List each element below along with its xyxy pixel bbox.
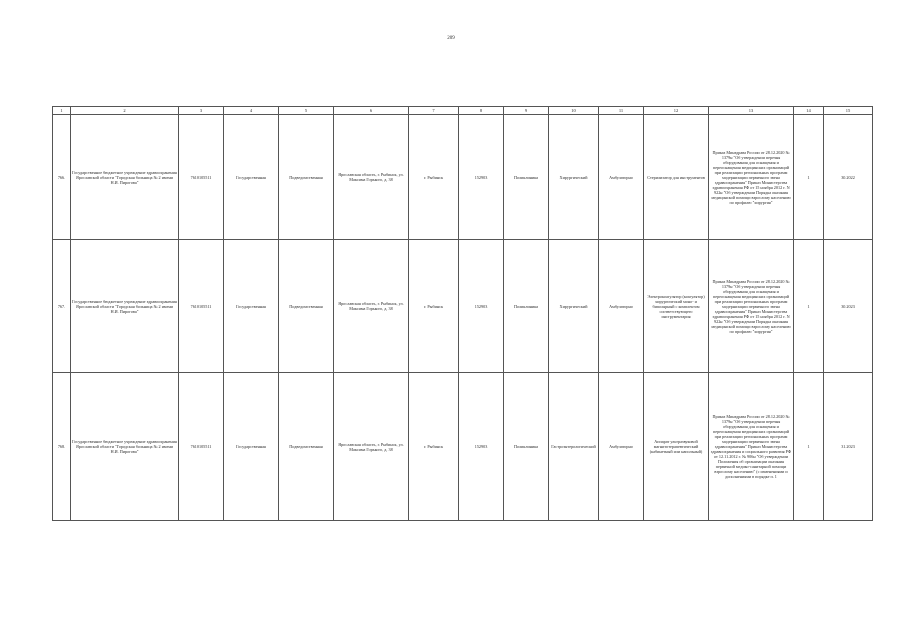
care-cell: Амбулаторно <box>599 373 644 521</box>
year-cell: 30.2022 <box>824 115 873 240</box>
type-cell: Поликлиника <box>504 115 549 240</box>
address-cell: Ярославская область, г. Рыбинск, ул. Максима Горького, д. 38 <box>334 115 409 240</box>
profile-cell: Хирургический <box>549 240 599 373</box>
code-cell: 152903 <box>459 240 504 373</box>
quantity-cell: 1 <box>794 240 824 373</box>
row-number: 768. <box>53 373 71 521</box>
column-number-row <box>53 107 873 115</box>
city-cell: г. Рыбинск <box>409 115 459 240</box>
column-number: 7 <box>409 107 459 115</box>
row-number: 766. <box>53 115 71 240</box>
column-number: 8 <box>459 107 504 115</box>
column-number: 10 <box>549 107 599 115</box>
ownership-cell: Государственная <box>224 115 279 240</box>
page-number: 209 <box>447 36 455 41</box>
column-number: 9 <box>504 107 549 115</box>
profile-cell: Гастроэнтерологический <box>549 373 599 521</box>
organization-cell: Государственное бюджетное учреждение здравоохранения Ярославской области "Городская больница № 2 имени Н.И. Пирогова" <box>71 373 179 521</box>
equipment-cell: Стерилизатор для инструментов <box>644 115 709 240</box>
basis-cell: Приказ Минздрава России от 28.12.2020 № 1379н "Об утверждении перечня оборудования для оснащения и переоснащения медицинских организаций при реализации региональных программ модернизации первичного звена здравоохранения" Приказ Министерства здравоохранения и социального развития РФ от 12.11.2012 г. № 906н "Об утверждении Положения об организации оказания первичной медико-санитарной помощи взрослому населению" (с изменениями и дополнениями в порядке п. 1 <box>709 373 794 521</box>
code-cell: 152903 <box>459 373 504 521</box>
column-number: 14 <box>794 107 824 115</box>
address-cell: Ярославская область, г. Рыбинск, ул. Максима Горького, д. 38 <box>334 373 409 521</box>
column-number: 5 <box>279 107 334 115</box>
table-row <box>53 240 873 373</box>
column-number: 6 <box>334 107 409 115</box>
row-number: 767. <box>53 240 71 373</box>
table-row <box>53 373 873 521</box>
basis-cell: Приказ Минздрава России от 28.12.2020 № 1379н "Об утверждении перечня оборудования для оснащения и переоснащения медицинских организаций при реализации региональных программ модернизации первичного звена здравоохранения" Приказ Министерства здравоохранения РФ от 15 ноября 2012 г. N 922н "Об утверждении Порядка оказания медицинской помощи взрослому населению по профилю "хирургия" <box>709 115 794 240</box>
year-cell: 30.2023 <box>824 240 873 373</box>
profile-cell: Хирургический <box>549 115 599 240</box>
inn-cell: 7610105511 <box>179 115 224 240</box>
column-number: 11 <box>599 107 644 115</box>
ownership-cell: Государственная <box>224 240 279 373</box>
column-number: 13 <box>709 107 794 115</box>
quantity-cell: 1 <box>794 115 824 240</box>
inn-cell: 7610105511 <box>179 240 224 373</box>
care-cell: Амбулаторно <box>599 115 644 240</box>
status-cell: Подведомственная <box>279 115 334 240</box>
table-row <box>53 115 873 240</box>
column-number: 12 <box>644 107 709 115</box>
status-cell: Подведомственная <box>279 240 334 373</box>
basis-cell: Приказ Минздрава России от 28.12.2020 № 1379н "Об утверждении перечня оборудования для оснащения и переоснащения медицинских организаций при реализации региональных программ модернизации первичного звена здравоохранения" Приказ Министерства здравоохранения РФ от 15 ноября 2012 г. N 922н "Об утверждении Порядка оказания медицинской помощи взрослому населению по профилю "хирургия" <box>709 240 794 373</box>
type-cell: Поликлиника <box>504 240 549 373</box>
equipment-cell: Аппарат ультразвуковой магнитотерапевтический (кабинетный или напольный) <box>644 373 709 521</box>
year-cell: 31.2023 <box>824 373 873 521</box>
city-cell: г. Рыбинск <box>409 240 459 373</box>
organization-cell: Государственное бюджетное учреждение здравоохранения Ярославской области "Городская больница № 2 имени Н.И. Пирогова" <box>71 115 179 240</box>
column-number: 1 <box>53 107 71 115</box>
type-cell: Поликлиника <box>504 373 549 521</box>
inn-cell: 7610105511 <box>179 373 224 521</box>
column-number: 4 <box>224 107 279 115</box>
quantity-cell: 1 <box>794 373 824 521</box>
column-number: 3 <box>179 107 224 115</box>
registry-table <box>52 106 873 521</box>
status-cell: Подведомственная <box>279 373 334 521</box>
ownership-cell: Государственная <box>224 373 279 521</box>
address-cell: Ярославская область, г. Рыбинск, ул. Максима Горького, д. 38 <box>334 240 409 373</box>
care-cell: Амбулаторно <box>599 240 644 373</box>
column-number: 15 <box>824 107 873 115</box>
code-cell: 152903 <box>459 115 504 240</box>
organization-cell: Государственное бюджетное учреждение здравоохранения Ярославской области "Городская больница № 2 имени Н.И. Пирогова" <box>71 240 179 373</box>
column-number: 2 <box>71 107 179 115</box>
equipment-cell: Электрокоагулятор (коагулятор) хирургический моно- и биполярный с комплектом соответствующего инструментария <box>644 240 709 373</box>
city-cell: г. Рыбинск <box>409 373 459 521</box>
